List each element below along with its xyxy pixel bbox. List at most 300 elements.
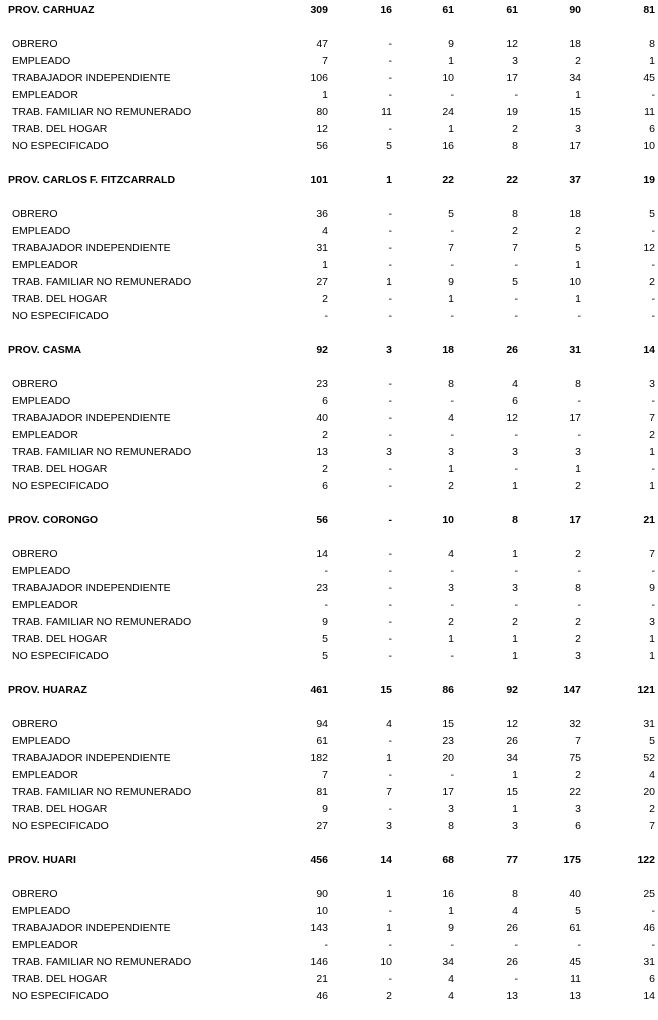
table-cell: 22 bbox=[569, 786, 581, 798]
table-cell: - bbox=[324, 939, 328, 951]
table-cell: 80 bbox=[316, 106, 328, 118]
table-row bbox=[0, 903, 658, 920]
province-total-cell: 14 bbox=[380, 854, 392, 866]
province-name: PROV. HUARAZ bbox=[8, 684, 87, 696]
table-cell: 61 bbox=[316, 735, 328, 747]
table-cell: 17 bbox=[569, 140, 581, 152]
table-row bbox=[0, 971, 658, 988]
province-total-cell: 17 bbox=[569, 514, 581, 526]
table-cell: 3 bbox=[448, 582, 454, 594]
row-label: TRABAJADOR INDEPENDIENTE bbox=[12, 72, 171, 84]
table-cell: 2 bbox=[322, 293, 328, 305]
table-row bbox=[0, 53, 658, 70]
table-cell: 3 bbox=[575, 123, 581, 135]
table-cell: 2 bbox=[448, 616, 454, 628]
province-total-cell: 22 bbox=[506, 174, 518, 186]
province-block bbox=[0, 340, 658, 510]
table-cell: 16 bbox=[442, 140, 454, 152]
province-total-cell: 26 bbox=[506, 344, 518, 356]
row-label: TRABAJADOR INDEPENDIENTE bbox=[12, 242, 171, 254]
table-cell: 14 bbox=[643, 990, 655, 1002]
table-cell: 2 bbox=[512, 616, 518, 628]
province-total-cell: 68 bbox=[442, 854, 454, 866]
table-cell: - bbox=[514, 939, 518, 951]
table-cell: - bbox=[388, 769, 392, 781]
province-name: PROV. CARLOS F. FITZCARRALD bbox=[8, 174, 176, 186]
table-cell: 2 bbox=[448, 480, 454, 492]
province-name: PROV. CORONGO bbox=[8, 514, 99, 526]
table-cell: 5 bbox=[386, 140, 392, 152]
table-row bbox=[0, 716, 658, 733]
table-cell: 1 bbox=[448, 633, 454, 645]
table-cell: 9 bbox=[448, 38, 454, 50]
table-cell: 26 bbox=[506, 956, 518, 968]
province-total-cell: 19 bbox=[643, 174, 655, 186]
table-cell: 1 bbox=[512, 480, 518, 492]
row-label: TRABAJADOR INDEPENDIENTE bbox=[12, 582, 171, 594]
province-total-cell: 309 bbox=[310, 4, 328, 16]
table-cell: - bbox=[450, 769, 454, 781]
province-total-cell: 101 bbox=[310, 174, 328, 186]
table-row bbox=[0, 410, 658, 427]
table-row bbox=[0, 376, 658, 393]
table-cell: - bbox=[388, 599, 392, 611]
table-cell: 14 bbox=[316, 548, 328, 560]
table-cell: 1 bbox=[575, 259, 581, 271]
province-total-cell: 21 bbox=[643, 514, 655, 526]
row-label: EMPLEADO bbox=[12, 225, 71, 237]
table-cell: 2 bbox=[512, 123, 518, 135]
table-cell: 9 bbox=[322, 803, 328, 815]
table-cell: 8 bbox=[575, 582, 581, 594]
table-cell: 36 bbox=[316, 208, 328, 220]
table-row bbox=[0, 274, 658, 291]
table-cell: - bbox=[450, 565, 454, 577]
table-cell: 8 bbox=[512, 208, 518, 220]
table-cell: 2 bbox=[575, 548, 581, 560]
table-cell: - bbox=[324, 310, 328, 322]
table-cell: - bbox=[324, 599, 328, 611]
province-block bbox=[0, 680, 658, 850]
table-cell: 18 bbox=[569, 208, 581, 220]
table-row bbox=[0, 87, 658, 104]
table-cell: 1 bbox=[448, 293, 454, 305]
table-cell: - bbox=[388, 565, 392, 577]
table-cell: - bbox=[388, 803, 392, 815]
province-total-cell: 14 bbox=[643, 344, 655, 356]
table-cell: 1 bbox=[575, 89, 581, 101]
table-cell: 81 bbox=[316, 786, 328, 798]
row-label: OBRERO bbox=[12, 718, 58, 730]
province-total-cell: 90 bbox=[569, 4, 581, 16]
table-cell: 56 bbox=[316, 140, 328, 152]
province-total-cell: 456 bbox=[310, 854, 328, 866]
table-cell: - bbox=[450, 429, 454, 441]
province-header-row bbox=[0, 852, 658, 869]
table-cell: 2 bbox=[649, 276, 655, 288]
province-total-cell: 37 bbox=[569, 174, 581, 186]
table-cell: - bbox=[651, 939, 655, 951]
row-label: TRAB. FAMILIAR NO REMUNERADO bbox=[12, 616, 192, 628]
table-cell: - bbox=[651, 225, 655, 237]
province-total-cell: 461 bbox=[310, 684, 328, 696]
table-cell: 3 bbox=[575, 803, 581, 815]
province-total-cell: 122 bbox=[637, 854, 655, 866]
table-cell: 15 bbox=[569, 106, 581, 118]
table-cell: 10 bbox=[643, 140, 655, 152]
table-cell: 61 bbox=[569, 922, 581, 934]
table-cell: - bbox=[388, 412, 392, 424]
table-cell: - bbox=[577, 310, 581, 322]
table-cell: 7 bbox=[386, 786, 392, 798]
province-name: PROV. HUARI bbox=[8, 854, 76, 866]
table-cell: 16 bbox=[442, 888, 454, 900]
table-cell: - bbox=[651, 905, 655, 917]
table-cell: - bbox=[651, 463, 655, 475]
table-cell: 90 bbox=[316, 888, 328, 900]
table-cell: - bbox=[450, 939, 454, 951]
table-cell: 10 bbox=[316, 905, 328, 917]
province-block bbox=[0, 170, 658, 340]
table-cell: 6 bbox=[512, 395, 518, 407]
table-cell: 10 bbox=[569, 276, 581, 288]
table-row bbox=[0, 546, 658, 563]
table-cell: - bbox=[388, 293, 392, 305]
table-cell: 5 bbox=[448, 208, 454, 220]
table-cell: 25 bbox=[643, 888, 655, 900]
table-cell: 3 bbox=[512, 582, 518, 594]
province-total-cell: 77 bbox=[506, 854, 518, 866]
table-row bbox=[0, 614, 658, 631]
table-row bbox=[0, 631, 658, 648]
table-cell: 2 bbox=[649, 429, 655, 441]
table-cell: - bbox=[388, 939, 392, 951]
table-cell: 2 bbox=[322, 429, 328, 441]
table-cell: 2 bbox=[575, 769, 581, 781]
province-total-cell: 56 bbox=[316, 514, 328, 526]
table-cell: 47 bbox=[316, 38, 328, 50]
table-cell: 40 bbox=[569, 888, 581, 900]
table-cell: 2 bbox=[575, 616, 581, 628]
table-cell: - bbox=[388, 463, 392, 475]
table-cell: 3 bbox=[448, 803, 454, 815]
table-cell: 1 bbox=[322, 89, 328, 101]
table-cell: - bbox=[388, 735, 392, 747]
table-cell: 15 bbox=[442, 718, 454, 730]
table-cell: 7 bbox=[322, 55, 328, 67]
table-cell: 2 bbox=[575, 633, 581, 645]
province-total-cell: 8 bbox=[512, 514, 518, 526]
table-cell: 4 bbox=[448, 548, 454, 560]
table-cell: 6 bbox=[575, 820, 581, 832]
table-cell: 34 bbox=[506, 752, 518, 764]
table-cell: 31 bbox=[316, 242, 328, 254]
table-row bbox=[0, 597, 658, 614]
table-row bbox=[0, 393, 658, 410]
table-cell: 10 bbox=[442, 72, 454, 84]
table-cell: - bbox=[388, 55, 392, 67]
table-cell: 6 bbox=[322, 395, 328, 407]
table-row bbox=[0, 257, 658, 274]
table-cell: 6 bbox=[322, 480, 328, 492]
table-cell: 4 bbox=[512, 378, 518, 390]
table-cell: 75 bbox=[569, 752, 581, 764]
table-row bbox=[0, 818, 658, 835]
table-cell: - bbox=[514, 565, 518, 577]
table-cell: 7 bbox=[649, 820, 655, 832]
table-cell: 7 bbox=[649, 548, 655, 560]
table-cell: 7 bbox=[322, 769, 328, 781]
table-cell: - bbox=[577, 429, 581, 441]
table-cell: 5 bbox=[512, 276, 518, 288]
table-cell: 11 bbox=[381, 106, 392, 118]
table-cell: 8 bbox=[575, 378, 581, 390]
province-block bbox=[0, 850, 658, 1020]
table-row bbox=[0, 478, 658, 495]
table-cell: 13 bbox=[569, 990, 581, 1002]
table-cell: 17 bbox=[442, 786, 454, 798]
table-cell: - bbox=[388, 225, 392, 237]
table-cell: 46 bbox=[643, 922, 655, 934]
row-label: OBRERO bbox=[12, 548, 58, 560]
table-cell: 31 bbox=[643, 718, 655, 730]
table-cell: 106 bbox=[310, 72, 328, 84]
table-cell: 9 bbox=[649, 582, 655, 594]
table-row bbox=[0, 580, 658, 597]
row-label: TRAB. DEL HOGAR bbox=[12, 633, 108, 645]
province-total-cell: 86 bbox=[442, 684, 454, 696]
row-label: EMPLEADOR bbox=[12, 429, 78, 441]
table-cell: - bbox=[388, 650, 392, 662]
table-cell: - bbox=[577, 395, 581, 407]
table-cell: - bbox=[450, 225, 454, 237]
row-label: EMPLEADO bbox=[12, 735, 71, 747]
table-row bbox=[0, 223, 658, 240]
table-cell: 34 bbox=[442, 956, 454, 968]
table-cell: 4 bbox=[322, 225, 328, 237]
table-cell: 45 bbox=[569, 956, 581, 968]
table-cell: 20 bbox=[442, 752, 454, 764]
table-cell: 31 bbox=[643, 956, 655, 968]
table-cell: - bbox=[388, 480, 392, 492]
table-cell: 26 bbox=[506, 735, 518, 747]
table-cell: - bbox=[388, 310, 392, 322]
table-cell: 4 bbox=[649, 769, 655, 781]
table-row bbox=[0, 138, 658, 155]
table-row bbox=[0, 563, 658, 580]
table-cell: - bbox=[514, 599, 518, 611]
table-cell: 143 bbox=[310, 922, 328, 934]
table-cell: 8 bbox=[512, 888, 518, 900]
table-row bbox=[0, 988, 658, 1005]
province-total-cell: 10 bbox=[442, 514, 454, 526]
table-row bbox=[0, 733, 658, 750]
province-total-cell: 15 bbox=[380, 684, 392, 696]
province-total-cell: 1 bbox=[386, 174, 392, 186]
table-cell: 1 bbox=[386, 922, 392, 934]
table-row bbox=[0, 104, 658, 121]
row-label: EMPLEADOR bbox=[12, 259, 78, 271]
table-cell: 23 bbox=[442, 735, 454, 747]
table-cell: 40 bbox=[316, 412, 328, 424]
table-row bbox=[0, 954, 658, 971]
table-cell: - bbox=[514, 429, 518, 441]
table-cell: - bbox=[388, 429, 392, 441]
table-row bbox=[0, 920, 658, 937]
table-cell: 8 bbox=[448, 378, 454, 390]
table-cell: 1 bbox=[512, 769, 518, 781]
table-cell: 3 bbox=[512, 820, 518, 832]
table-cell: 1 bbox=[575, 293, 581, 305]
table-cell: 1 bbox=[386, 888, 392, 900]
province-total-cell: 22 bbox=[442, 174, 454, 186]
table-cell: 13 bbox=[506, 990, 518, 1002]
province-total-cell: 18 bbox=[442, 344, 454, 356]
table-cell: 4 bbox=[448, 412, 454, 424]
table-cell: 3 bbox=[575, 650, 581, 662]
row-label: TRAB. DEL HOGAR bbox=[12, 463, 108, 475]
table-cell: 94 bbox=[316, 718, 328, 730]
table-cell: 3 bbox=[386, 446, 392, 458]
province-block bbox=[0, 0, 658, 170]
table-row bbox=[0, 767, 658, 784]
table-cell: 52 bbox=[643, 752, 655, 764]
table-cell: 24 bbox=[442, 106, 454, 118]
table-cell: 1 bbox=[575, 463, 581, 475]
row-label: EMPLEADOR bbox=[12, 599, 78, 611]
row-label: NO ESPECIFICADO bbox=[12, 990, 109, 1002]
table-cell: - bbox=[450, 310, 454, 322]
row-label: TRAB. DEL HOGAR bbox=[12, 293, 108, 305]
row-label: EMPLEADOR bbox=[12, 939, 78, 951]
table-cell: 3 bbox=[448, 446, 454, 458]
table-row bbox=[0, 240, 658, 257]
province-header-row bbox=[0, 512, 658, 529]
table-cell: - bbox=[651, 395, 655, 407]
table-row bbox=[0, 427, 658, 444]
table-cell: 15 bbox=[506, 786, 518, 798]
table-cell: 17 bbox=[569, 412, 581, 424]
table-cell: 1 bbox=[448, 463, 454, 475]
table-cell: 11 bbox=[570, 973, 581, 985]
row-label: TRAB. FAMILIAR NO REMUNERADO bbox=[12, 446, 192, 458]
province-total-cell: 31 bbox=[569, 344, 581, 356]
row-label: NO ESPECIFICADO bbox=[12, 480, 109, 492]
table-cell: 7 bbox=[649, 412, 655, 424]
table-cell: 12 bbox=[506, 412, 518, 424]
table-cell: - bbox=[388, 973, 392, 985]
table-cell: - bbox=[577, 565, 581, 577]
table-cell: 18 bbox=[569, 38, 581, 50]
table-cell: 1 bbox=[512, 803, 518, 815]
table-cell: - bbox=[388, 208, 392, 220]
table-cell: 7 bbox=[575, 735, 581, 747]
table-cell: 5 bbox=[322, 633, 328, 645]
table-cell: - bbox=[450, 650, 454, 662]
province-name: PROV. CARHUAZ bbox=[8, 4, 95, 16]
table-cell: 12 bbox=[643, 242, 655, 254]
row-label: TRAB. FAMILIAR NO REMUNERADO bbox=[12, 956, 192, 968]
table-cell: 20 bbox=[643, 786, 655, 798]
row-label: TRAB. DEL HOGAR bbox=[12, 973, 108, 985]
table-cell: 1 bbox=[386, 276, 392, 288]
table-cell: 5 bbox=[649, 208, 655, 220]
table-cell: - bbox=[388, 905, 392, 917]
row-label: EMPLEADO bbox=[12, 395, 71, 407]
row-label: NO ESPECIFICADO bbox=[12, 820, 109, 832]
province-total-cell: 16 bbox=[380, 4, 392, 16]
table-cell: - bbox=[388, 38, 392, 50]
row-label: NO ESPECIFICADO bbox=[12, 650, 109, 662]
table-cell: - bbox=[388, 89, 392, 101]
table-cell: - bbox=[514, 973, 518, 985]
table-cell: 4 bbox=[386, 718, 392, 730]
row-label: OBRERO bbox=[12, 208, 58, 220]
row-label: TRAB. DEL HOGAR bbox=[12, 123, 108, 135]
table-cell: 6 bbox=[649, 123, 655, 135]
table-row bbox=[0, 886, 658, 903]
table-cell: 6 bbox=[649, 973, 655, 985]
table-row bbox=[0, 801, 658, 818]
province-total-cell: 147 bbox=[563, 684, 581, 696]
table-cell: 2 bbox=[575, 55, 581, 67]
table-cell: 4 bbox=[448, 973, 454, 985]
table-cell: - bbox=[514, 259, 518, 271]
province-header-row bbox=[0, 342, 658, 359]
row-label: EMPLEADOR bbox=[12, 89, 78, 101]
province-header-row bbox=[0, 172, 658, 189]
table-cell: - bbox=[651, 565, 655, 577]
table-cell: 5 bbox=[649, 735, 655, 747]
province-total-cell: 61 bbox=[442, 4, 454, 16]
table-cell: 9 bbox=[448, 276, 454, 288]
table-cell: - bbox=[514, 293, 518, 305]
table-cell: - bbox=[514, 89, 518, 101]
table-cell: 46 bbox=[316, 990, 328, 1002]
table-cell: 3 bbox=[649, 616, 655, 628]
table-cell: 12 bbox=[506, 38, 518, 50]
table-cell: 1 bbox=[448, 55, 454, 67]
table-cell: - bbox=[514, 463, 518, 475]
table-cell: 3 bbox=[649, 378, 655, 390]
table-cell: - bbox=[450, 89, 454, 101]
table-cell: - bbox=[388, 616, 392, 628]
table-row bbox=[0, 121, 658, 138]
table-cell: - bbox=[388, 378, 392, 390]
table-cell: - bbox=[651, 89, 655, 101]
table-cell: 23 bbox=[316, 378, 328, 390]
table-cell: 2 bbox=[575, 480, 581, 492]
province-total-cell: 175 bbox=[563, 854, 581, 866]
table-cell: 26 bbox=[506, 922, 518, 934]
table-row bbox=[0, 308, 658, 325]
table-cell: 13 bbox=[316, 446, 328, 458]
row-label: TRAB. FAMILIAR NO REMUNERADO bbox=[12, 276, 192, 288]
table-cell: - bbox=[388, 123, 392, 135]
row-label: NO ESPECIFICADO bbox=[12, 140, 109, 152]
table-row bbox=[0, 36, 658, 53]
table-row bbox=[0, 461, 658, 478]
row-label: EMPLEADO bbox=[12, 905, 71, 917]
province-header-row bbox=[0, 682, 658, 699]
province-total-cell: - bbox=[388, 514, 392, 526]
table-cell: 5 bbox=[575, 905, 581, 917]
table-cell: 8 bbox=[448, 820, 454, 832]
table-cell: - bbox=[514, 310, 518, 322]
table-cell: 7 bbox=[512, 242, 518, 254]
table-cell: 9 bbox=[322, 616, 328, 628]
table-cell: 27 bbox=[316, 820, 328, 832]
